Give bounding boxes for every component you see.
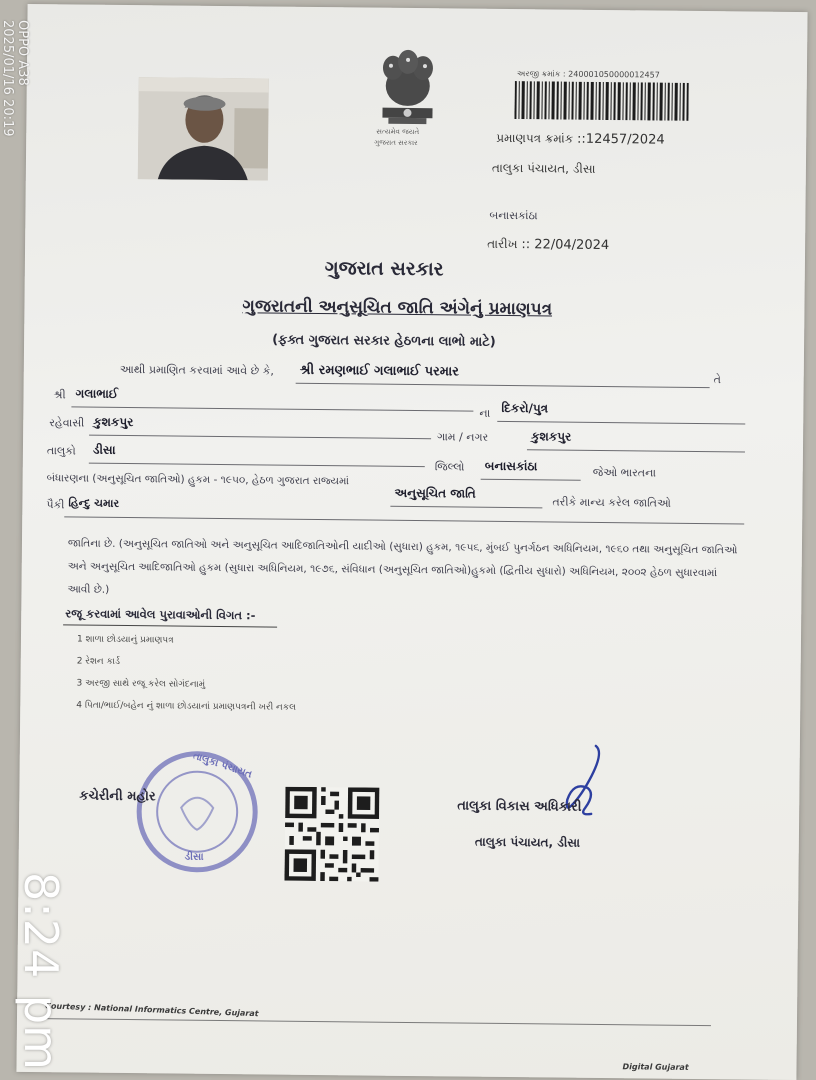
category: અનુસૂચિત જાતિ: [394, 485, 476, 501]
national-emblem-icon: [368, 44, 447, 155]
certificate-number: ::12457/2024: [576, 131, 665, 148]
resident-underline: [89, 435, 431, 440]
country-label: જેઓ ભારતના: [592, 465, 657, 480]
village: કુશકપુર: [531, 429, 572, 444]
courtesy-note: Courtesy : National Informatics Centre, Gujarat: [44, 1001, 259, 1019]
village-label: ગામ / નગર: [437, 430, 489, 444]
documents-heading: રજૂ કરવામાં આવેલ પુરાવાઓની વિગત :-: [65, 606, 256, 623]
office-seal-stamp: [130, 747, 263, 876]
legal-paragraph: જાતિના છે. (અનુસૂચિત જાતિઓ અને અનુસૂચિત આદિજાતિઓની યાદીઓ (સુધારા) હુકમ, ૧૯૫૬, મુંબઈ પુનર્ગઠન અધિનિયમ, ૧૯૬૦ તથા અનુસૂચિત જાતિઓ અને અનુસૂચિત આદિજાતિઓ હુકમ (સુધારા અધિનિયમ, ૧૯૭૬, સંવિધાન (અનુસૂચિત જાતિઓ)હુકમો (દ્વિતીય સુધારો) અધિનિયમ, ૨૦૦૨ હેઠળ સુધારવામાં આવી છે.): [67, 537, 738, 596]
resident: કુશકપુર: [93, 414, 134, 430]
father-name: ગલાભાઈ: [75, 386, 119, 401]
date-label: તારીખ: [487, 236, 518, 252]
footer-rule: [41, 1018, 711, 1026]
certificate-title: ગુજરાતની અનુસૂચિત જાતિ અંગેનું પ્રમાણપત્ર: [242, 296, 553, 320]
caste: હિન્દુ ચમાર: [68, 496, 120, 510]
document-item: 3 અરજી સાથે રજૂ કરેલ સોગંદનામું: [76, 678, 206, 690]
caste-prefix: પૈકી: [46, 498, 65, 512]
office-seal-label: કચેરીની મહોર: [79, 788, 156, 805]
officer-title: તાલુકા વિકાસ અધિકારી: [457, 798, 582, 815]
documents-heading-underline: [63, 624, 277, 627]
district-label: જિલ્લો: [434, 460, 465, 474]
certificate-page: [16, 4, 807, 1080]
document-item: 1 શાળા છોડયાનું પ્રમાણપત્ર: [76, 634, 174, 646]
header-district: બનાસકાંઠા: [489, 208, 538, 223]
recognized-label: તરીકે માન્ય કરેલ જાતિઓ: [552, 495, 671, 510]
camera-device: OPPO A38: [15, 20, 30, 86]
officer-office: તાલુકા પંચાયત, ડીસા: [474, 834, 581, 850]
district-underline: [481, 479, 581, 481]
document-item: 4 પિતા/ભાઈ/બહેન નું શાળા છોડયાનાં પ્રમાણપત્રની ખરી નકલ: [76, 700, 296, 713]
time-overlay: 8:24 pm: [14, 872, 68, 1071]
taluka: ડીસા: [92, 442, 116, 457]
seal-center-text: ડીસા: [184, 851, 204, 863]
resident-label: રહેવાસી: [49, 416, 85, 430]
application-number: અરજી ક્રમાંક : 240001050000012457: [516, 69, 660, 80]
certificate-note: (ફક્ત ગુજરાત સરકાર હેઠળના લાભો માટે): [272, 332, 496, 350]
seal-ring-text: તાલુકા પંચાયત: [191, 750, 254, 781]
holder-name: શ્રી રમણભાઈ ગલાભાઈ પરમાર: [299, 362, 459, 380]
district: બનાસકાંઠા: [484, 458, 538, 474]
caste-underline: [64, 516, 744, 524]
category-underline: [390, 506, 542, 509]
village-underline: [527, 449, 745, 452]
issuing-office: તાલુકા પંચાયત, ડીસા: [491, 160, 596, 176]
name-suffix: તે: [713, 373, 722, 387]
emblem-caption: સત્યમેવ જયતે: [376, 127, 420, 137]
camera-watermark: [0, 20, 30, 137]
certificate-number-label: પ્રમાણપત્ર ક્રમાંક: [496, 130, 574, 146]
father-underline: [71, 406, 473, 411]
father-prefix: શ્રી: [53, 388, 66, 402]
certificate-number-row: [496, 131, 665, 148]
issue-date: :: 22/04/2024: [521, 237, 610, 254]
certify-label: આથી પ્રમાણિત કરવામાં આવે છે કે,: [119, 362, 274, 378]
emblem-caption-govt: ગુજરાત સરકાર: [374, 138, 418, 148]
govt-title: ગુજરાત સરકાર: [324, 257, 444, 281]
relation-underline: [497, 421, 745, 425]
barcode: [514, 81, 688, 121]
taluka-label: તાલુકો: [46, 444, 76, 458]
qr-code: [284, 787, 379, 882]
relation-label: ના: [479, 406, 491, 420]
date-row: [487, 237, 609, 253]
applicant-photo: [138, 77, 269, 180]
order-label: બંધારણના (અનુસૂચિત જાતિઓ) હુકમ - ૧૯૫૦, હેઠળ ગુજરાત રાજ્યમાં: [46, 472, 350, 488]
camera-datetime: 2025/01/16 20:19: [0, 20, 15, 137]
document-item: 2 રેશન કાર્ડ: [76, 656, 121, 667]
relation: દિકરો/પુત્ર: [501, 400, 549, 416]
digital-gujarat-brand: Digital Gujarat: [622, 1062, 689, 1072]
name-underline: [296, 383, 710, 388]
taluka-underline: [89, 463, 425, 468]
